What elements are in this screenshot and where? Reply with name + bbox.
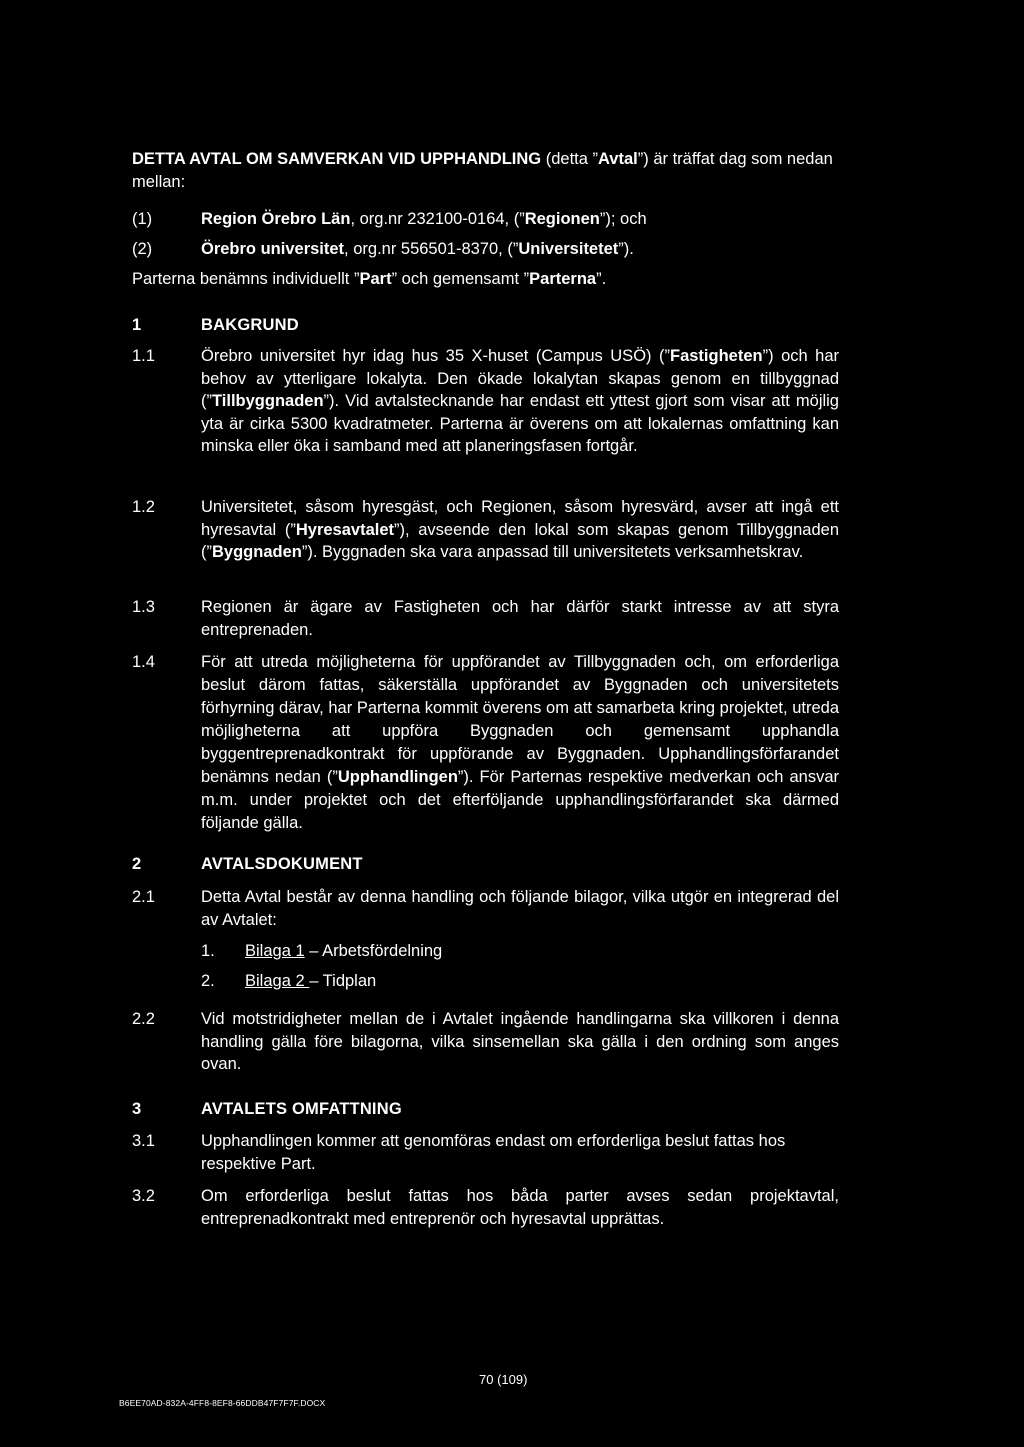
- clause-2-1: Detta Avtal består av denna handling och följande bilagor, vilka utgör en integrerad del av Avtalet:: [201, 888, 839, 929]
- clause-3-1: Upphandlingen kommer att genomföras endast om erforderliga beslut fattas hos respektive Part.: [201, 1132, 786, 1173]
- clause-1-2: Universitetet, såsom hyresgäst, och Regionen, såsom hyresvärd, avser att ingå ett hyresavtal (”Hyresavtalet”), avseende den lokal som skapas genom Tillbyggnaden (”Byggnaden”). Byggnaden ska vara anpassad till universitetets verksamhetskrav.: [201, 498, 839, 561]
- clause-1-3: Regionen är ägare av Fastigheten och har därför starkt intresse av att styra entreprenaden.: [201, 598, 839, 639]
- bilaga-2-link[interactable]: Bilaga 2: [245, 972, 310, 990]
- list-item: Bilaga 2 – Tidplan: [245, 972, 377, 990]
- list-item: 2.: [201, 972, 215, 990]
- clause-number: 1.1: [132, 347, 155, 365]
- defined-term: Avtal: [598, 150, 638, 168]
- intro-paragraph: DETTA AVTAL OM SAMVERKAN VID UPPHANDLING (detta ”Avtal”) är träffat dag som nedan mellan:: [132, 150, 833, 191]
- clause-number: 1.3: [132, 598, 155, 616]
- section-number: 2: [132, 855, 142, 873]
- clause-2-2: Vid motstridigheter mellan de i Avtalet ingående handlingarna ska villkoren i denna handling gälla före bilagorna, vilka sinsemellan ska gälla i den ordning som anges ovan.: [201, 1010, 839, 1073]
- section-number: 3: [132, 1100, 142, 1118]
- page-number: 70 (109): [479, 1372, 528, 1387]
- clause-3-2: Om erforderliga beslut fattas hos båda parter avses sedan projektavtal, entreprenadkontrakt med entreprenör och hyresavtal upprättas.: [201, 1187, 839, 1228]
- clause-number: 1.2: [132, 498, 155, 516]
- section-heading-bakgrund: BAKGRUND: [201, 316, 299, 334]
- list-item: Bilaga 1 – Arbetsfördelning: [245, 942, 443, 960]
- clause-number: 1.4: [132, 653, 155, 671]
- party-number: (1): [132, 210, 153, 228]
- list-item: 1.: [201, 942, 215, 960]
- clause-number: 3.1: [132, 1132, 155, 1150]
- clause-number: 2.1: [132, 888, 155, 906]
- clause-1-1: Örebro universitet hyr idag hus 35 X-huset (Campus USÖ) (”Fastigheten”) och har behov av ytterligare lokalyta. Den ökade lokalytan skapas genom en tillbyggnad (”Tillbyggnaden”). Vid avtalstecknande har endast ett yttest gjort som visar att möjlig yta är cirka 5300 kvadratmeter. Parterna är överens om att lokalernas omfattning kan minska eller öka i samband med att planeringsfasen fortgår.: [201, 347, 840, 455]
- party-1: Region Örebro Län, org.nr 232100-0164, (”Regionen”); och: [201, 210, 647, 228]
- party-2: Örebro universitet, org.nr 556501-8370, (”Universitetet”).: [201, 240, 634, 258]
- clause-number: 2.2: [132, 1010, 155, 1028]
- section-heading-avtalsdokument: AVTALSDOKUMENT: [201, 855, 363, 873]
- section-heading-avtalets-omfattning: AVTALETS OMFATTNING: [201, 1100, 402, 1118]
- party-number: (2): [132, 240, 153, 258]
- clause-number: 3.2: [132, 1187, 155, 1205]
- section-number: 1: [132, 316, 142, 334]
- clause-1-4: För att utreda möjligheterna för uppförandet av Tillbyggnaden och, om erforderliga beslut därom fattas, säkerställa uppförandet av Byggnaden och universitetets förhyrning därav, har Parterna kommit överens om att samarbeta kring projektet, utreda möjligheterna att uppföra Byggnaden och gemensamt upphandla byggentreprenadkontrakt för uppförande av Byggnaden. Upphandlingsförfarandet benämns nedan (”Upphandlingen”). För Parternas respektive medverkan och ansvar m.m. under projektet och det efterföljande upphandlingsförfarandet ska därmed följande gälla.: [201, 653, 839, 832]
- agreement-title: DETTA AVTAL OM SAMVERKAN VID UPPHANDLING: [132, 150, 542, 168]
- bilaga-1-link[interactable]: Bilaga 1: [245, 942, 305, 960]
- document-id: B6EE70AD-832A-4FF8-8EF8-66DDB47F7F7F.DOCX: [119, 1398, 326, 1408]
- parties-definition: Parterna benämns individuellt ”Part” och gemensamt ”Parterna”.: [132, 270, 607, 288]
